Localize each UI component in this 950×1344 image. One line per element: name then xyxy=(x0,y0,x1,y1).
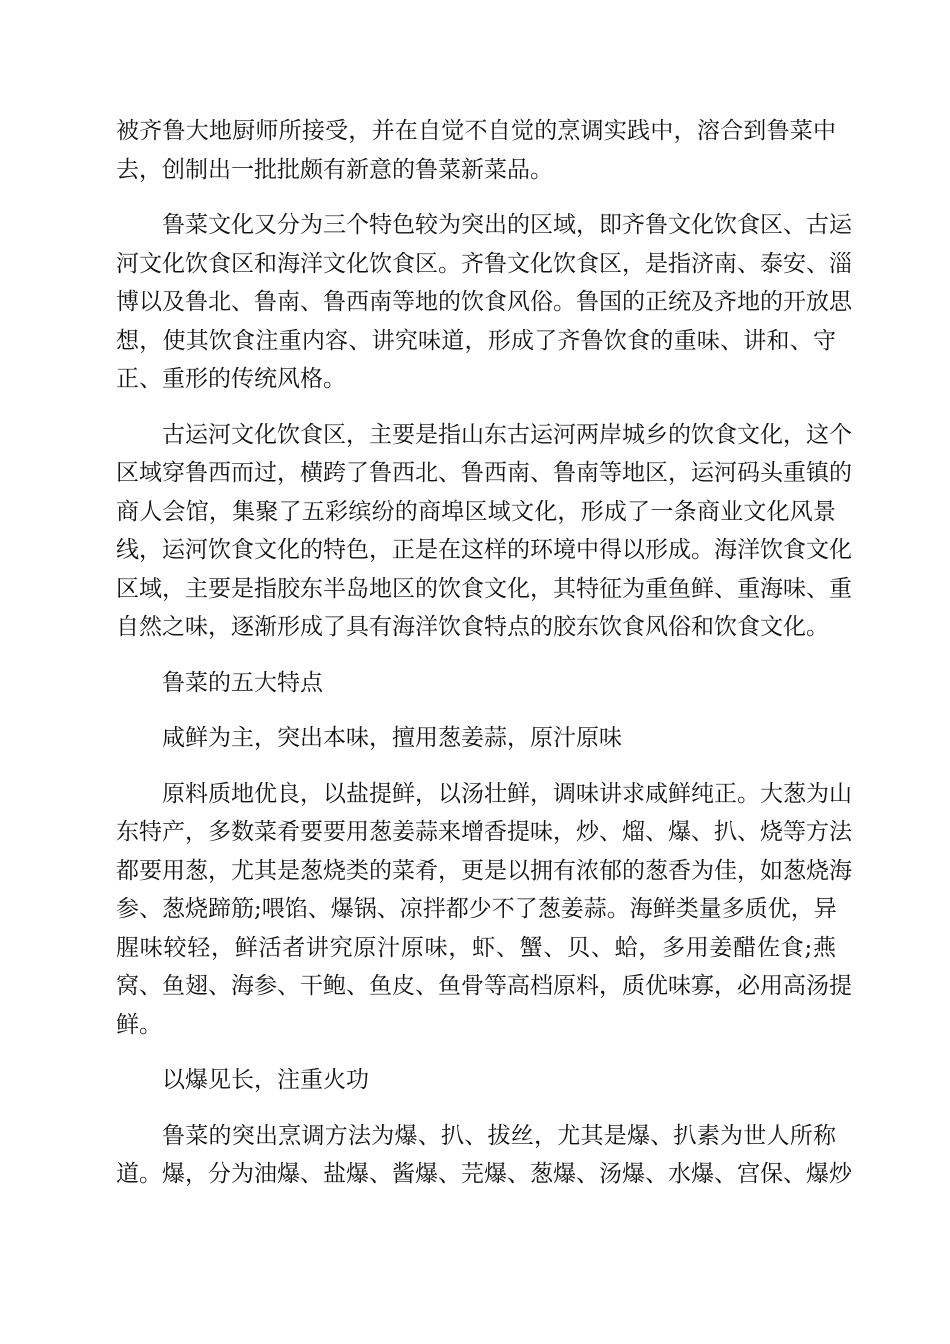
heading-text: 鲁菜的五大特点 xyxy=(162,669,323,696)
text-line: 腥味较轻，鲜活者讲究原汁原味，虾、蟹、贝、蛤，多用姜醋佐食;燕 xyxy=(116,934,836,961)
paragraph-canal xyxy=(116,416,852,647)
text-line: 原料质地优良，以盐提鲜，以汤壮鲜，调味讲求咸鲜纯正。大葱为山 xyxy=(162,780,852,807)
text-line: 古运河文化饮食区，主要是指山东古运河两岸城乡的饮食文化，这个 xyxy=(162,421,852,448)
text-line: 博以及鲁北、鲁南、鲁西南等地的饮食风俗。鲁国的正统及齐地的开放思 xyxy=(116,289,852,315)
section-heading xyxy=(116,664,836,703)
feature-heading-2 xyxy=(116,1061,836,1100)
text-line: 被齐鲁大地厨师所接受，并在自觉不自觉的烹调实践中，溶合到鲁菜中 xyxy=(116,118,836,144)
text-line: 鲁菜的突出烹调方法为爆、扒、拔丝，尤其是爆、扒素为世人所称 xyxy=(162,1122,836,1149)
heading-text: 以爆见长，注重火功 xyxy=(162,1067,369,1093)
text-line: 参、葱烧蹄筋;喂馅、爆锅、凉拌都少不了葱姜蒜。海鲜类量多质优，异 xyxy=(116,896,837,922)
text-line: 想，使其饮食注重内容、讲究味道，形成了齐鲁饮食的重味、讲和、守 xyxy=(116,327,836,354)
text-line: 鲁菜文化又分为三个特色较为突出的区域，即齐鲁文化饮食区、古运 xyxy=(162,212,852,238)
heading-text: 咸鲜为主，突出本味，擅用葱姜蒜，原汁原味 xyxy=(162,725,622,751)
text-line: 区域，主要是指胶东半岛地区的饮食文化，其特征为重鱼鲜、重海味、重 xyxy=(116,575,852,602)
text-line: 窝、鱼翅、海参、干鲍、鱼皮、鱼骨等高档原料，质优味寡，必用高汤提 xyxy=(116,973,852,999)
text-line: 正、重形的传统风格。 xyxy=(116,366,346,392)
paragraph-continuation xyxy=(116,112,836,189)
text-line: 线，运河饮食文化的特色，正是在这样的环境中得以形成。海洋饮食文化 xyxy=(116,537,852,563)
document-body xyxy=(116,112,852,1211)
text-line: 都要用葱，尤其是葱烧类的菜肴，更是以拥有浓郁的葱香为佳，如葱烧海 xyxy=(116,857,852,884)
text-line: 鲜。 xyxy=(116,1011,162,1038)
paragraph-feature-2 xyxy=(116,1117,852,1194)
text-line: 道。爆，分为油爆、盐爆、酱爆、芫爆、葱爆、汤爆、水爆、宫保、爆炒 xyxy=(116,1161,852,1187)
paragraph-feature-1 xyxy=(116,775,852,1045)
text-line: 东特产，多数菜肴要要用葱姜蒜来增香提味，炒、熘、爆、扒、烧等方法 xyxy=(116,819,852,845)
paragraph-regions xyxy=(116,206,852,399)
text-line: 区域穿鲁西而过，横跨了鲁西北、鲁西南、鲁南等地区，运河码头重镇的 xyxy=(116,460,852,486)
text-line: 商人会馆，集聚了五彩缤纷的商埠区域文化，形成了一条商业文化风景 xyxy=(116,498,836,525)
feature-heading-1 xyxy=(116,719,836,758)
text-line: 河文化饮食区和海洋文化饮食区。齐鲁文化饮食区，是指济南、泰安、淄 xyxy=(116,250,852,277)
text-line: 自然之味，逐渐形成了具有海洋饮食特点的胶东饮食风俗和饮食文化。 xyxy=(116,614,829,640)
text-line: 去，创制出一批批颇有新意的鲁菜新菜品。 xyxy=(116,156,553,183)
